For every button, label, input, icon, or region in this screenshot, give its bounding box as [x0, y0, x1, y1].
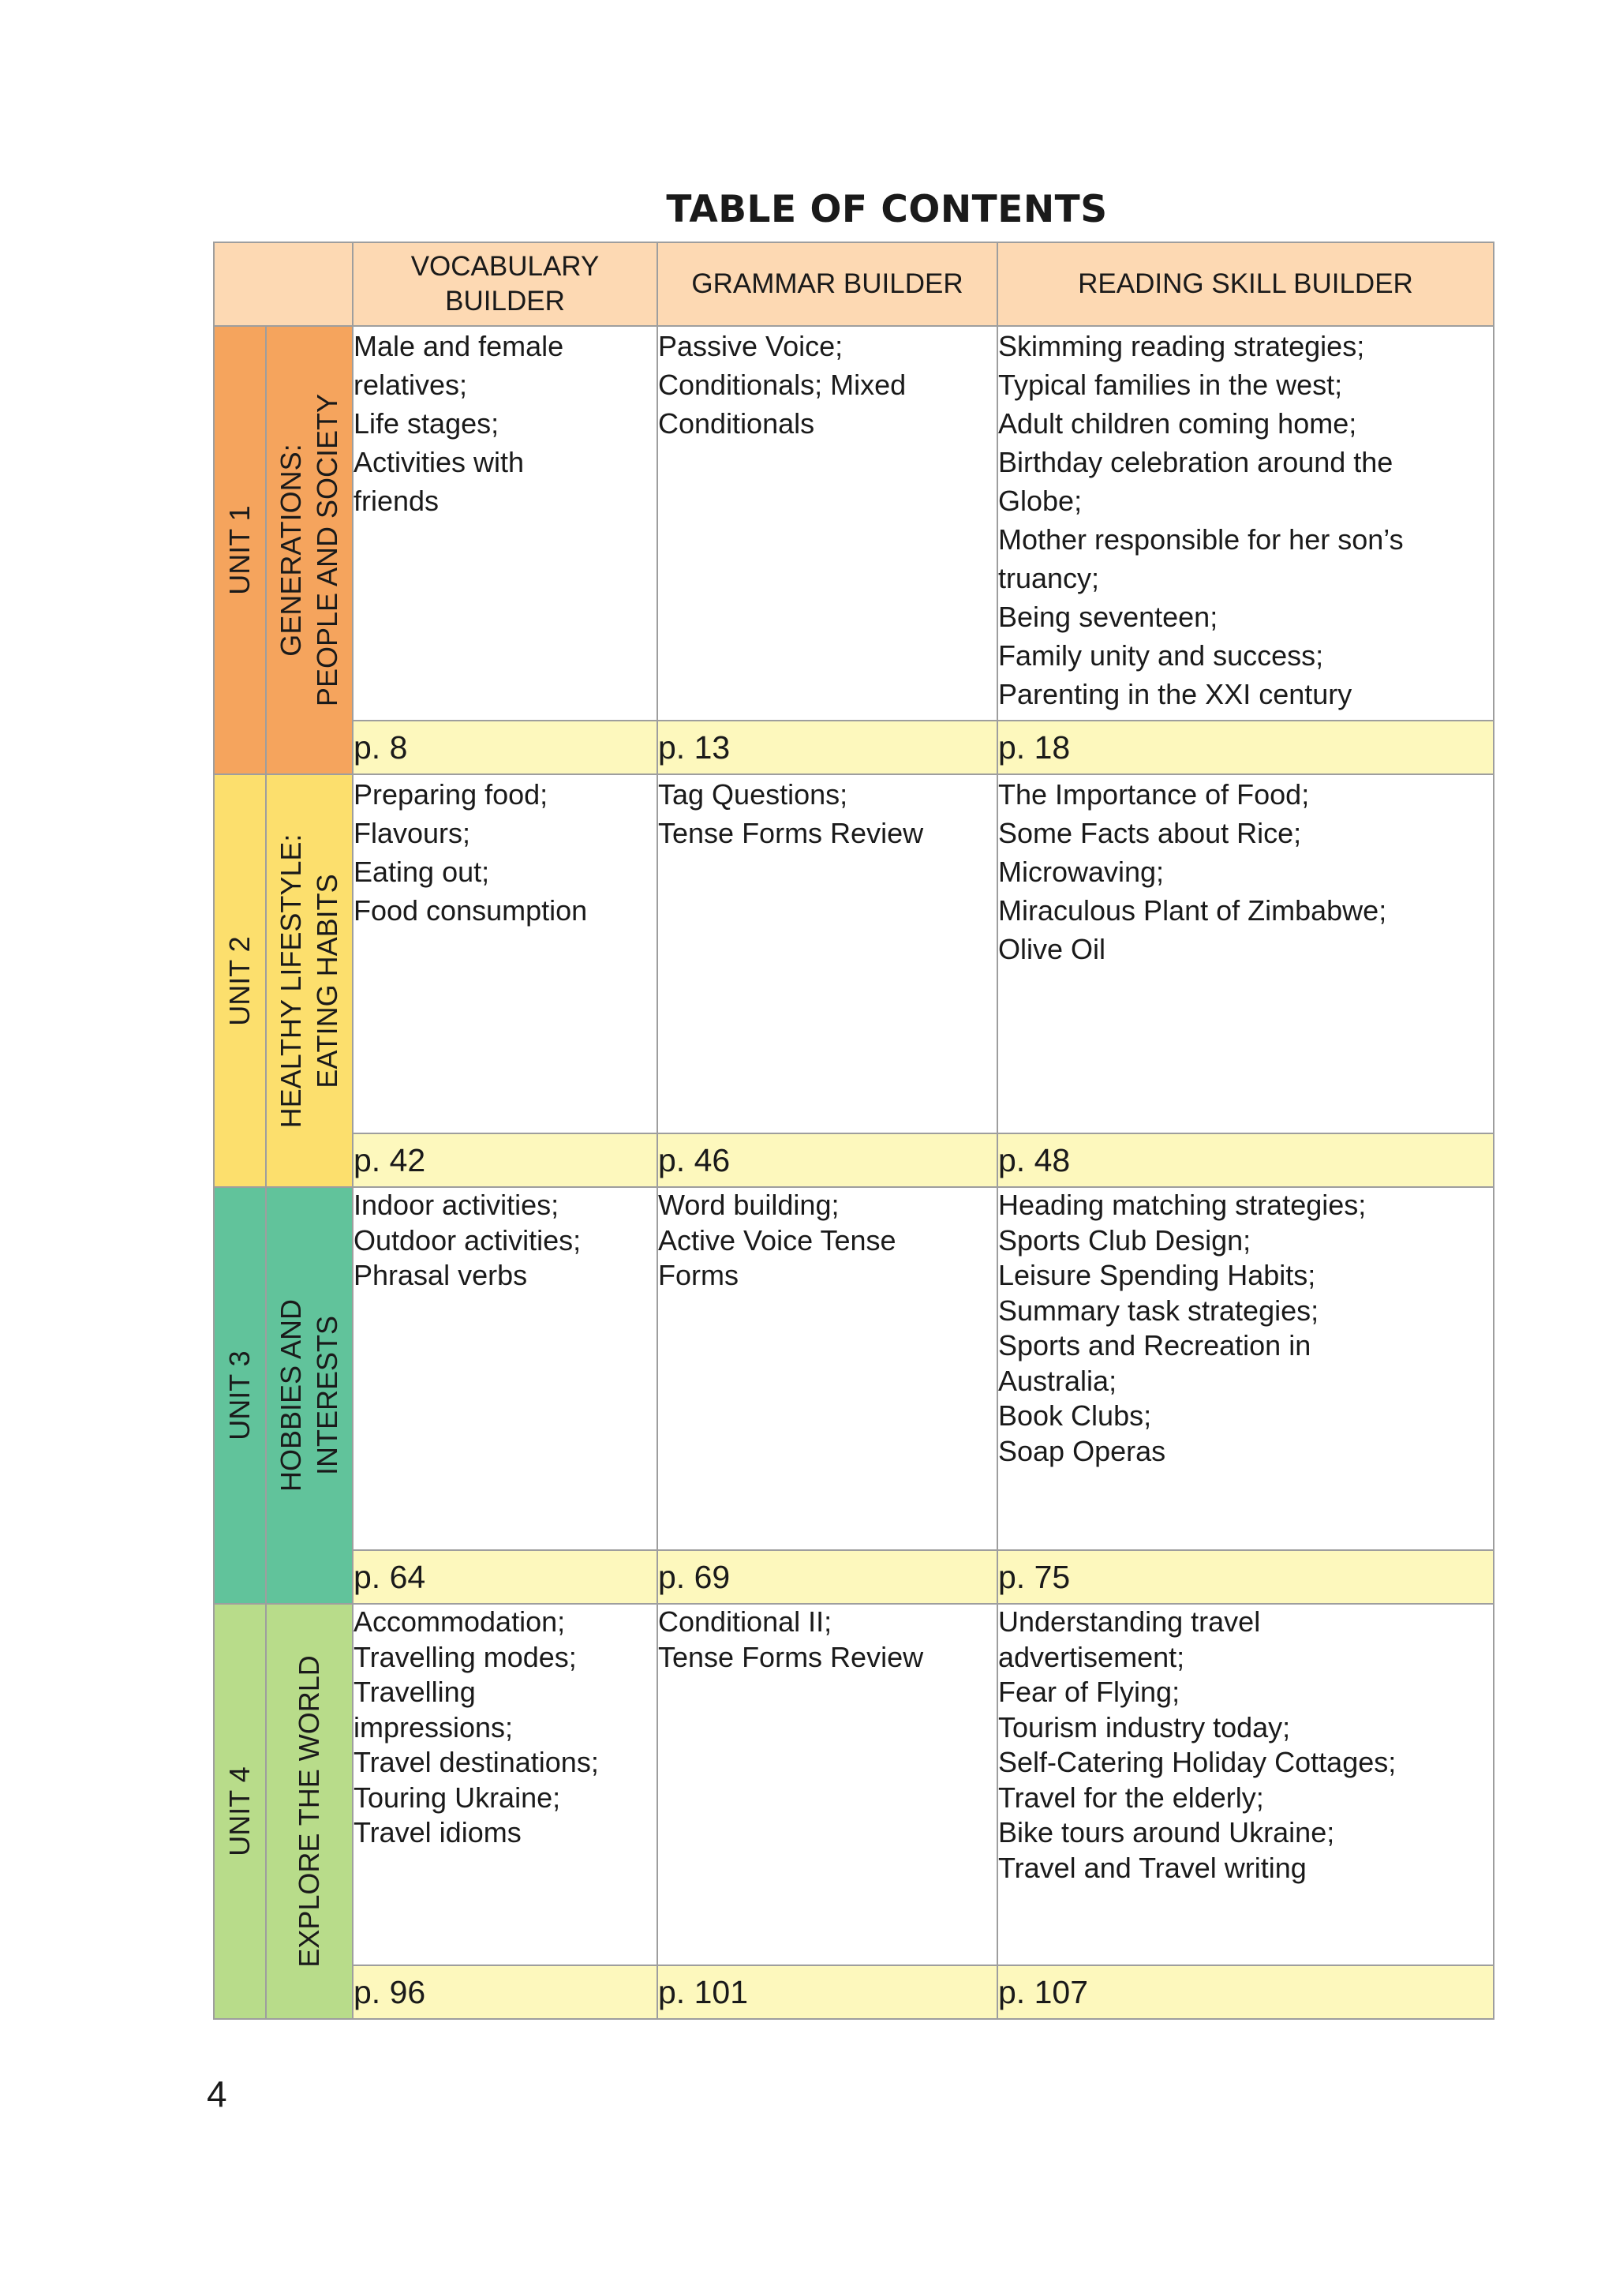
vocabulary-line: friends	[354, 485, 440, 517]
unit-3-label: UNIT 3	[223, 1350, 256, 1440]
reading-line: Being seventeen;	[998, 601, 1218, 633]
reading-line: Australia;	[998, 1364, 1117, 1397]
unit-3-theme	[273, 1299, 346, 1492]
reading-line: Miraculous Plant of Zimbabwe;	[998, 894, 1387, 927]
grammar-line: Forms	[658, 1259, 739, 1291]
grammar-line: Tense Forms Review	[658, 1640, 924, 1673]
reading-line: Book Clubs;	[998, 1399, 1152, 1432]
unit-4-page-row	[214, 1965, 1494, 2019]
grammar-line: Conditionals; Mixed	[658, 369, 907, 401]
header-row	[214, 242, 1494, 326]
reading-line: Bike tours around Ukraine;	[998, 1816, 1335, 1848]
reading-line: Mother responsible for her son’s	[998, 523, 1404, 556]
unit-2-page-row	[214, 1133, 1494, 1187]
unit-1-reading-cell	[997, 326, 1494, 721]
grammar-line: Passive Voice;	[658, 330, 844, 362]
theme-line: EXPLORE THE WORLD	[293, 1655, 325, 1968]
grammar-line: Conditional II;	[658, 1605, 832, 1638]
unit-1-reading-page: p. 18	[997, 721, 1494, 774]
unit-2-grammar-page: p. 46	[657, 1133, 997, 1187]
unit-4-reading-page: p. 107	[997, 1965, 1494, 2019]
theme-line: HOBBIES AND	[275, 1298, 307, 1493]
contents-table	[213, 242, 1494, 2020]
theme-line: PEOPLE AND SOCIETY	[311, 393, 343, 707]
unit-3-reading-cell	[997, 1187, 1494, 1550]
reading-line: Adult children coming home;	[998, 407, 1357, 440]
unit-3-grammar-cell	[657, 1187, 997, 1550]
page-number: 4	[207, 2073, 227, 2114]
unit-4-theme	[291, 1655, 327, 1967]
grammar-line: Active Voice Tense	[658, 1223, 896, 1257]
unit-3-reading-page: p. 75	[997, 1550, 1494, 1604]
grammar-line: Tense Forms Review	[658, 817, 924, 849]
unit-1-page-row	[214, 721, 1494, 774]
unit-1-grammar-page: p. 13	[657, 721, 997, 774]
vocabulary-line: Accommodation;	[354, 1605, 566, 1638]
reading-line: Globe;	[998, 485, 1083, 517]
vocabulary-line: Preparing food;	[354, 778, 548, 811]
header-blank-cell	[214, 242, 353, 326]
vocabulary-line: Eating out;	[354, 856, 490, 888]
unit-1-content-row	[214, 326, 1494, 721]
grammar-line: Tag Questions;	[658, 778, 848, 811]
unit-3-content-row	[214, 1187, 1494, 1550]
vocabulary-line: Outdoor activities;	[354, 1223, 582, 1257]
unit-2-reading-page: p. 48	[997, 1133, 1494, 1187]
theme-line: INTERESTS	[311, 1315, 343, 1476]
reading-line: Birthday celebration around the	[998, 446, 1393, 478]
unit-4-label-cell	[214, 1604, 266, 2019]
page-title: TABLE OF CONTENTS	[666, 188, 1108, 231]
unit-3-grammar-page: p. 69	[657, 1550, 997, 1604]
unit-3-vocabulary-page: p. 64	[353, 1550, 657, 1604]
vocabulary-line: Male and female	[354, 330, 564, 362]
unit-4-label: UNIT 4	[223, 1766, 256, 1856]
vocabulary-line: Indoor activities;	[354, 1189, 559, 1221]
reading-line: Family unity and success;	[998, 639, 1324, 672]
vocabulary-line: Phrasal verbs	[354, 1259, 528, 1291]
unit-4-theme-cell	[266, 1604, 353, 2019]
reading-skill-builder-header: READING SKILL BUILDER	[997, 242, 1494, 326]
vocabulary-builder-header	[353, 242, 657, 326]
vocabulary-line: Activities with	[354, 446, 525, 478]
unit-1-grammar-cell	[657, 326, 997, 721]
reading-line: Skimming reading strategies;	[998, 330, 1365, 362]
unit-2-theme	[273, 833, 346, 1128]
reading-line: advertisement;	[998, 1640, 1185, 1673]
vocabulary-line: Food consumption	[354, 894, 588, 927]
vocabulary-line: Travelling modes;	[354, 1640, 577, 1673]
theme-line: HEALTHY LIFESTYLE:	[275, 833, 307, 1128]
reading-line: Travel and Travel writing	[998, 1851, 1307, 1884]
vocabulary-line: Life stages;	[354, 407, 499, 440]
reading-line: Understanding travel	[998, 1605, 1261, 1638]
unit-2-theme-cell	[266, 774, 353, 1187]
unit-4-vocabulary-page: p. 96	[353, 1965, 657, 2019]
reading-line: Tourism industry today;	[998, 1710, 1291, 1744]
reading-line: Microwaving;	[998, 856, 1165, 888]
grammar-builder-header: GRAMMAR BUILDER	[657, 242, 997, 326]
vocabulary-line: impressions;	[354, 1710, 514, 1744]
unit-4-grammar-cell	[657, 1604, 997, 1965]
vocabulary-header-line: VOCABULARY	[410, 251, 600, 282]
unit-4-vocabulary-cell	[353, 1604, 657, 1965]
unit-3-label-cell	[214, 1187, 266, 1604]
vocabulary-line: Travelling	[354, 1676, 476, 1708]
unit-1-label-cell	[214, 326, 266, 774]
unit-2-vocabulary-page: p. 42	[353, 1133, 657, 1187]
unit-2-grammar-cell	[657, 774, 997, 1133]
vocabulary-line: Touring Ukraine;	[354, 1781, 561, 1814]
unit-1-vocabulary-page: p. 8	[353, 721, 657, 774]
reading-line: Some Facts about Rice;	[998, 817, 1302, 849]
vocabulary-line: Travel idioms	[354, 1816, 522, 1848]
unit-2-label: UNIT 2	[223, 935, 256, 1026]
reading-line: Travel for the elderly;	[998, 1781, 1264, 1814]
grammar-line: Conditionals	[658, 407, 815, 440]
reading-line: Sports Club Design;	[998, 1223, 1251, 1257]
theme-line: GENERATIONS:	[275, 444, 307, 657]
unit-3-vocabulary-cell	[353, 1187, 657, 1550]
unit-3-page-row	[214, 1550, 1494, 1604]
reading-line: Sports and Recreation in	[998, 1329, 1311, 1361]
reading-line: Fear of Flying;	[998, 1676, 1180, 1708]
unit-4-grammar-page: p. 101	[657, 1965, 997, 2019]
unit-2-label-cell	[214, 774, 266, 1187]
reading-line: Heading matching strategies;	[998, 1189, 1367, 1221]
reading-line: Leisure Spending Habits;	[998, 1259, 1316, 1291]
unit-1-theme	[273, 394, 346, 706]
reading-line: The Importance of Food;	[998, 778, 1310, 811]
unit-3-theme-cell	[266, 1187, 353, 1604]
reading-line: Soap Operas	[998, 1434, 1166, 1467]
unit-1-vocabulary-cell	[353, 326, 657, 721]
reading-line: Olive Oil	[998, 933, 1106, 965]
unit-4-content-row	[214, 1604, 1494, 1965]
vocabulary-line: Flavours;	[354, 817, 471, 849]
unit-2-vocabulary-cell	[353, 774, 657, 1133]
reading-line: truancy;	[998, 562, 1100, 594]
reading-line: Parenting in the XXI century	[998, 678, 1352, 710]
reading-line: Typical families in the west;	[998, 369, 1343, 401]
unit-1-theme-cell	[266, 326, 353, 774]
vocabulary-line: relatives;	[354, 369, 468, 401]
theme-line: EATING HABITS	[311, 873, 343, 1088]
unit-2-reading-cell	[997, 774, 1494, 1133]
unit-2-content-row	[214, 774, 1494, 1133]
reading-line: Summary task strategies;	[998, 1294, 1319, 1327]
unit-1-label: UNIT 1	[223, 505, 256, 595]
unit-4-reading-cell	[997, 1604, 1494, 1965]
grammar-line: Word building;	[658, 1189, 840, 1221]
vocabulary-header-line: BUILDER	[445, 286, 565, 316]
vocabulary-line: Travel destinations;	[354, 1746, 599, 1778]
reading-line: Self-Catering Holiday Cottages;	[998, 1746, 1397, 1778]
